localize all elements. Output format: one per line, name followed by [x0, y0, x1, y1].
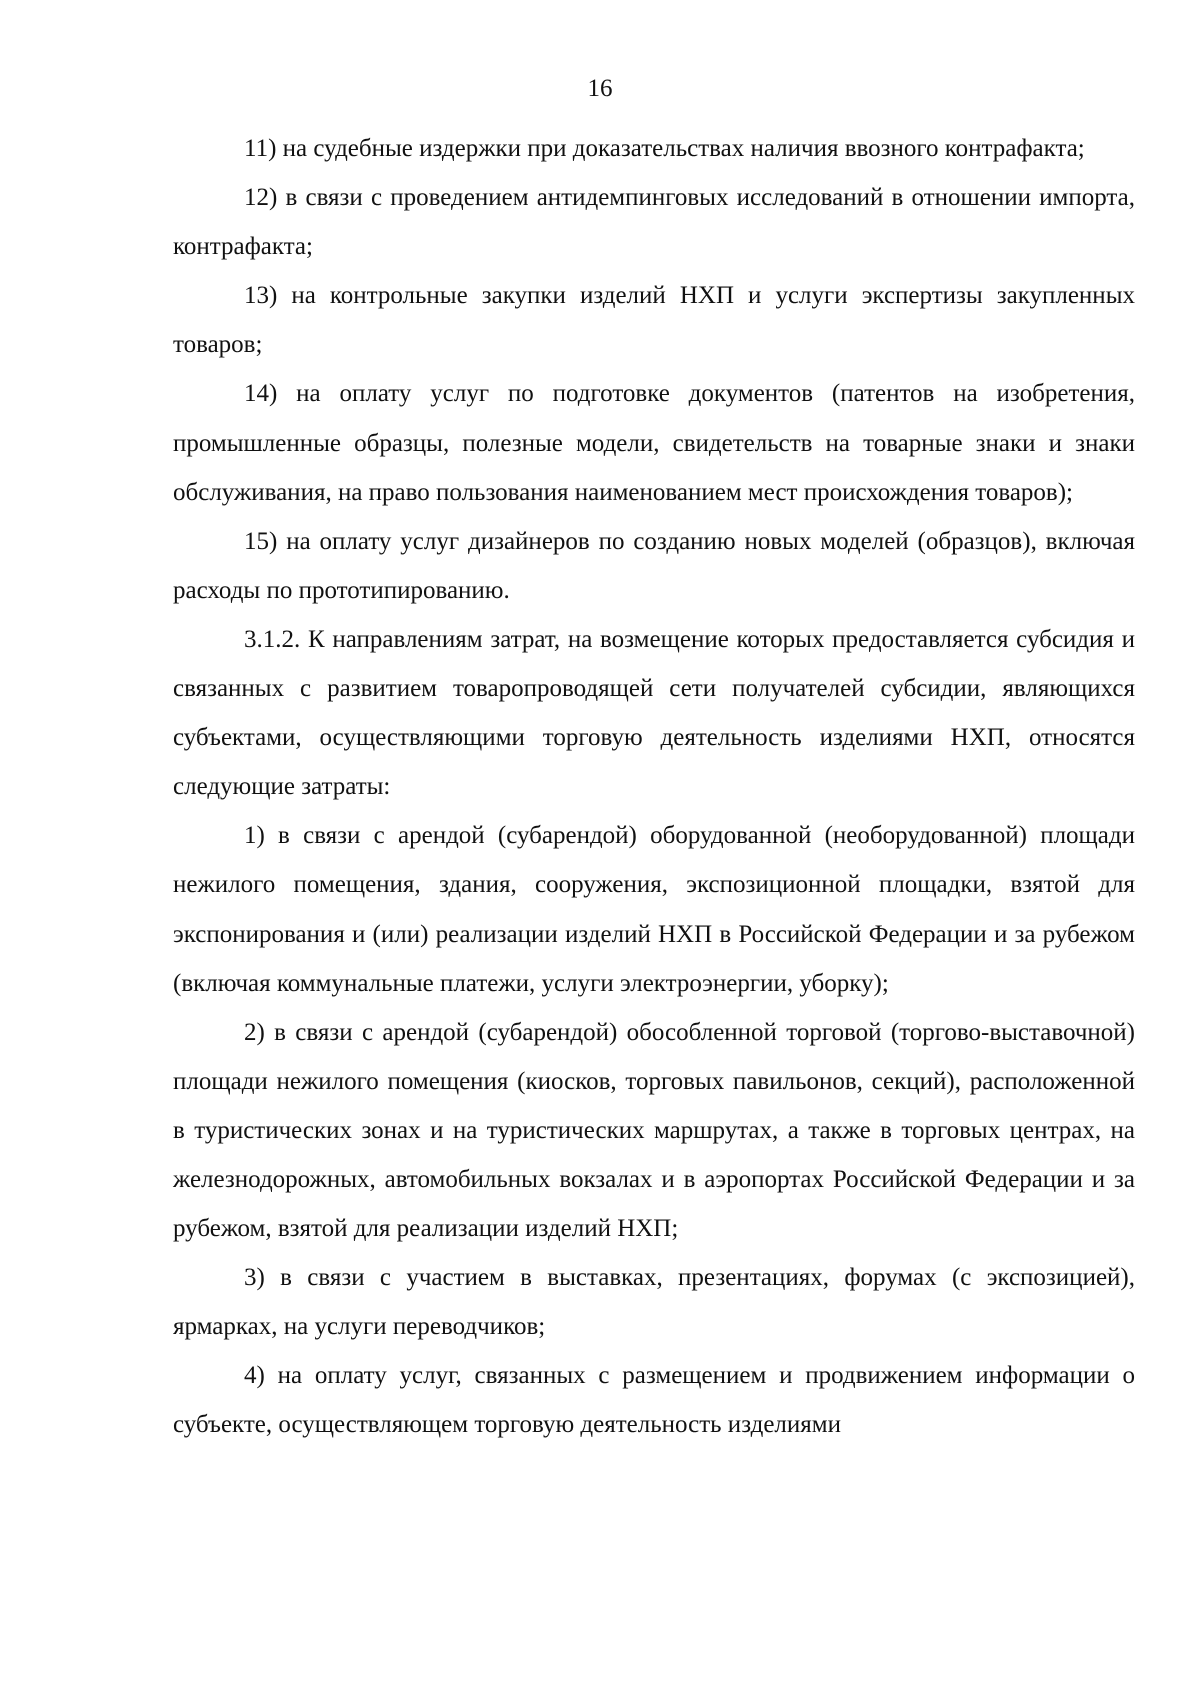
paragraph-section-3-1-2: 3.1.2. К направлениям затрат, на возмещение которых предоставляется субсидия и связанных с развитием товаропроводящей сети получателей субсидии, являющихся субъектами, осуществляющими торговую деятельность изделиями НХП, относятся следующие затраты: — [173, 625, 1135, 801]
paragraph-item-14: 14) на оплату услуг по подготовке документов (патентов на изобретения, промышленные образцы, полезные модели, свидетельств на товарные знаки и знаки обслуживания, на право пользования наименованием мест происхождения товаров); — [173, 380, 1135, 506]
paragraph-item-15: 15) на оплату услуг дизайнеров по созданию новых моделей (образцов), включая расходы по прототипированию. — [173, 527, 1135, 604]
paragraph-item-3: 3) в связи с участием в выставках, презентациях, форумах (с экспозицией), ярмарках, на услуги переводчиков; — [173, 1264, 1135, 1341]
paragraph-item-11: 11) на судебные издержки при доказательствах наличия ввозного контрафакта; — [244, 135, 1085, 162]
paragraph-item-12: 12) в связи с проведением антидемпинговых исследований в отношении импорта, контрафакта; — [173, 184, 1135, 261]
paragraph-item-2: 2) в связи с арендой (субарендой) обособленной торговой (торгово-выставочной) площади нежилого помещения (киосков, торговых павильонов, секций), расположенной в туристических зонах и на туристических маршрутах, а также в торговых центрах, на железнодорожных, автомобильных вокзалах и в аэропортах Российской Федерации и за рубежом, взятой для реализации изделий НХП; — [173, 1018, 1135, 1243]
paragraph-item-4: 4) на оплату услуг, связанных с размещением и продвижением информации о субъекте, осуществляющем торговую деятельность изделиями — [173, 1362, 1135, 1439]
document-body — [173, 124, 1135, 1450]
paragraph-item-13: 13) на контрольные закупки изделий НХП и услуги экспертизы закупленных товаров; — [173, 282, 1135, 359]
page-number: 16 — [587, 75, 613, 102]
paragraph-item-1: 1) в связи с арендой (субарендой) оборудованной (необорудованной) площади нежилого помещения, здания, сооружения, экспозиционной площадки, взятой для экспонирования и (или) реализации изделий НХП в Российской Федерации и за рубежом (включая коммунальные платежи, услуги электроэнергии, уборку); — [173, 822, 1135, 997]
